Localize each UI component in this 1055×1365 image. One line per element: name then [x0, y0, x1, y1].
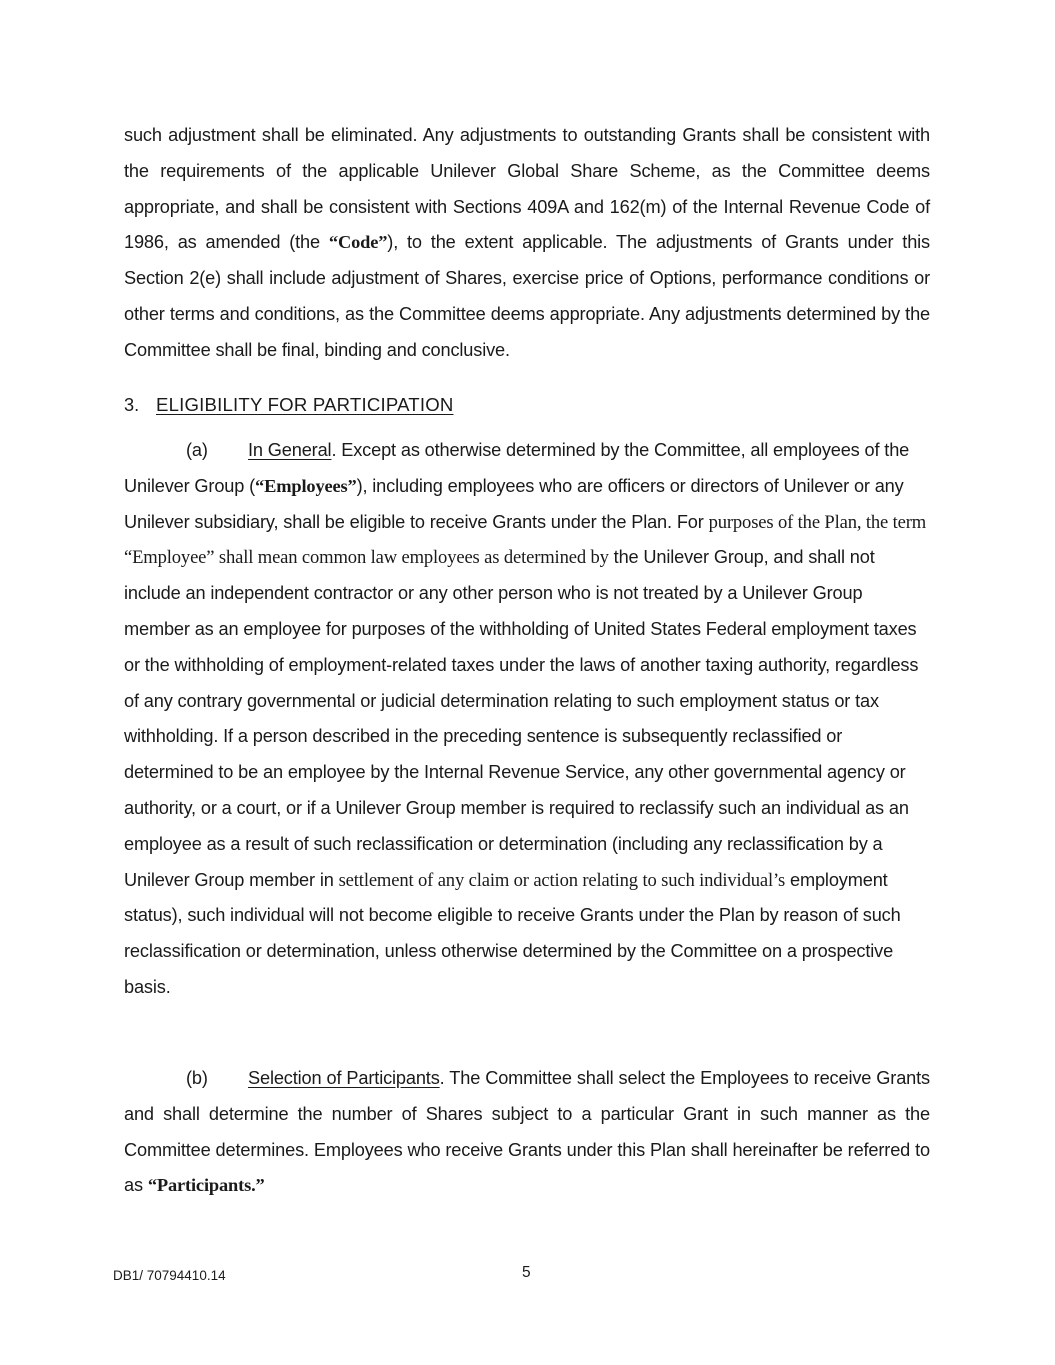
- paragraph-text-serif: purposes of the Plan, the term “Employee” shall mean common law employees as determined by: [124, 511, 927, 569]
- subsection-heading: In General: [248, 440, 332, 460]
- defined-term-employees: “Employees”: [255, 475, 357, 496]
- section-title: ELIGIBILITY FOR PARTICIPATION: [156, 394, 454, 415]
- defined-term-participants: “Participants.”: [147, 1175, 265, 1196]
- page-number: 5: [522, 1264, 531, 1281]
- paragraph-text: such adjustment shall be eliminated. Any adjustments to outstanding Grants shall be consistent with the requirements of the applicable Unilever Global Share Scheme, as the Committee deems appropriate, and shall be consistent with Sections 409A and 162(m) of the Internal Revenue Code of 1986, as amended (the: [124, 125, 930, 253]
- paragraph-text-serif: settlement of any claim or action relating to such individual’s: [338, 869, 786, 891]
- subsection-heading: Selection of Participants: [248, 1068, 440, 1088]
- paragraph-text: employment status), such individual will not become eligible to receive Grants under the Plan by reason of such reclassification or determination, unless otherwise determined by the Committee on a prospective basis.: [124, 869, 901, 997]
- defined-term-code: “Code”: [328, 232, 388, 253]
- paragraph-text: ), to the extent applicable. The adjustments of Grants under this Section 2(e) shall include adjustment of Shares, exercise price of Options, performance conditions or other terms and conditions, as the Committee deems appropriate. Any adjustments determined by the Committee shall be final, binding and conclusive.: [124, 232, 930, 360]
- paragraph-text: . The Committee shall select the Employees to receive Grants and shall determine the number of Shares subject to a particular Grant in such manner as the Committee determines. Employees who receive Grants under this Plan shall hereinafter be referred to as: [124, 1068, 930, 1196]
- paragraph-selection: [124, 1061, 930, 1204]
- paragraph-text: . Except as otherwise determined by the Committee, all employees of the Unilever Group (: [124, 440, 910, 496]
- subsection-label: (b): [186, 1068, 208, 1088]
- document-id: DB1/ 70794410.14: [113, 1268, 226, 1283]
- paragraph-in-general: [124, 433, 930, 1006]
- section-number: 3.: [124, 395, 140, 415]
- paragraph-adjustments: [124, 118, 930, 369]
- paragraph-text: the Unilever Group, and shall not include an independent contractor or any other person who is not treated by a Unilever Group member as an employee for purposes of the withholding of United States Federal employment taxes or the withholding of employment-related taxes under the laws of another taxing authority, regardless of any contrary governmental or judicial determination relating to such employment status or tax withholding. If a person described in the preceding sentence is subsequently reclassified or determined to be an employee by the Internal Revenue Service, any other governmental agency or authority, or a court, or if a Unilever Group member is required to reclassify such an individual as an employee as a result of such reclassification or determination (including any reclassification by a Unilever Group member in: [124, 547, 919, 890]
- subsection-label: (a): [186, 440, 208, 460]
- paragraph-text: ), including employees who are officers or directors of Unilever or any Unilever subsidiary, shall be eligible to receive Grants under the Plan. For: [124, 475, 904, 532]
- section-heading: [124, 394, 454, 416]
